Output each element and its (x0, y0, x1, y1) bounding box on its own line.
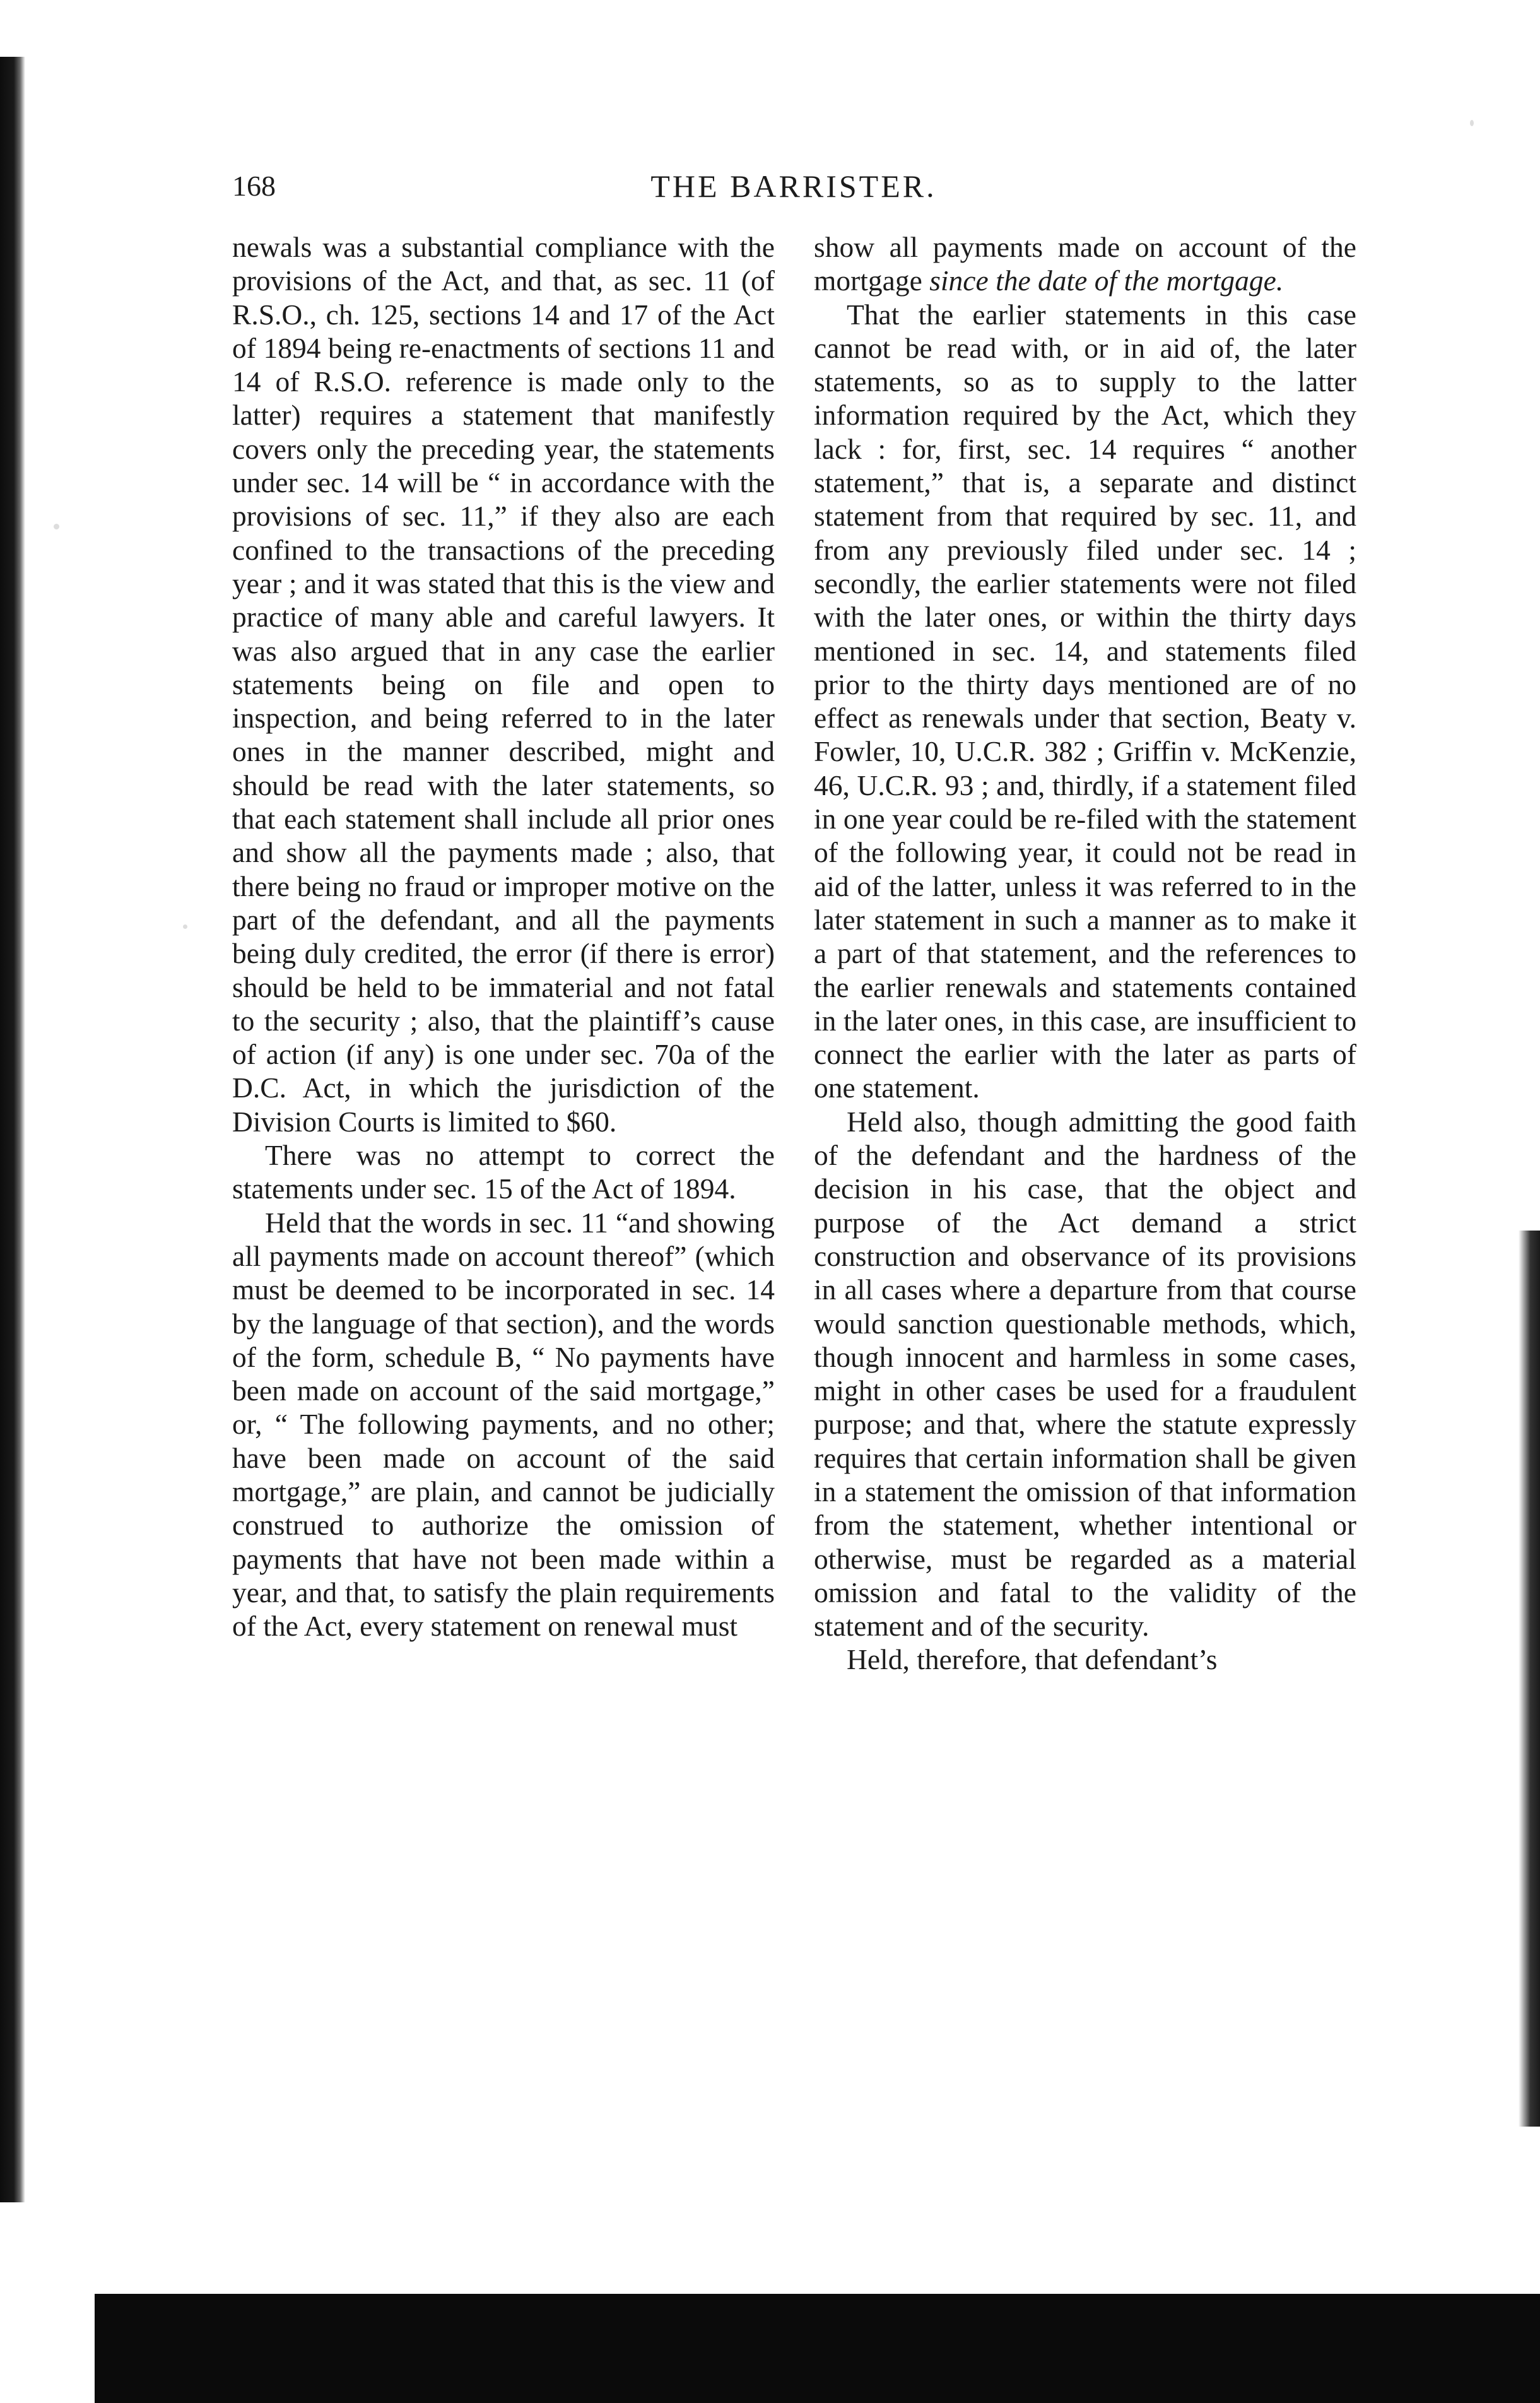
scan-edge-right (1519, 1231, 1540, 2127)
left-paragraph-2: There was no attempt to correct the statements under sec. 15 of the Act of 1894. (232, 1139, 775, 1205)
right-paragraph-4: Held, therefore, that defendant’s (847, 1643, 1218, 1676)
right-paragraph-2: That the earlier statements in this case cannot be read with, or in aid of, the later statements, so as to supply to the latter information required by the Act, which they lack : for, first, sec. 14 requires “ another statement,” that is, a separate and distinct statement from that required by sec. 11, and from any previously filed under sec. 14 ; secondly, the earlier statements were not filed with the later ones, or within the thirty days mentioned in sec. 14, and statements filed prior to the thirty days mentioned are of no effect as renewals under that section, Beaty v. Fowler, 10, U.C.R. 382 ; Griffin v. McKenzie, 46, U.C.R. 93 ; and, thirdly, if a statement filed in one year could be re-filed with the statement of the following year, it could not be read in aid of the latter, unless it was referred to in the later statement in such a manner as to make it a part of that statement, and the references to the earlier renewals and statements contained in the later ones, in this case, are insufficient to connect the earlier with the later as parts of one statement. (814, 298, 1356, 1104)
scan-speck (1470, 120, 1474, 126)
right-column (814, 230, 1356, 1677)
right-paragraph-1-italic: since the date of the mortgage. (929, 264, 1284, 297)
right-paragraph-1-text: show all payments made on account of the mortgage (814, 231, 1356, 297)
right-paragraph-3: Held also, though admitting the good faith of the defendant and the hardness of the decision in his case, that the object and purpose of the Act demand a strict construction and observance of its provisions in all cases where a departure from that course would sanction questionable methods, which, though innocent and harmless in some cases, might in other cases be used for a fraudulent purpose; and that, where the statute expressly requires that certain information shall be given in a statement the omission of that information from the statement, whether intentional or otherwise, must be regarded as a material omission and fatal to the validity of the statement and of the security. (814, 1105, 1356, 1643)
left-paragraph-3: Held that the words in sec. 11 “and showing all payments made on account thereof” (which must be deemed to be incorporated in sec. 14 by the language of that section), and the words of the form, schedule B, “ No payments have been made on account of the said mortgage,” or, “ The following payments, and no other; have been made on account of the said mortgage,” are plain, and cannot be judicially construed to authorize the omission of payments that have not been made within a year, and that, to satisfy the plain requirements of the Act, every statement on renewal must (232, 1206, 775, 1643)
scan-edge-left (0, 57, 25, 2202)
scan-speck (183, 924, 187, 929)
scan-edge-bottom (95, 2294, 1540, 2403)
left-paragraph-1: newals was a substantial compliance with the provisions of the Act, and that, as sec. 11 (of R.S.O., ch. 125, sections 14 and 17 of the Act of 1894 being re-enactments of sections 11 and 14 of R.S.O. reference is made only to the latter) requires a statement that manifestly covers only the preceding year, the statements under sec. 14 will be “ in accordance with the provisions of sec. 11,” if they also are each confined to the transactions of the preceding year ; and it was stated that this is the view and practice of many able and careful lawyers. It was also argued that in any case the earlier statements being on file and open to inspection, and being referred to in the later ones in the manner described, might and should be read with the later statements, so that each statement shall include all prior ones and show all the payments made ; also, that there being no fraud or improper motive on the part of the defendant, and all the payments being duly credited, the error (if there is error) should be held to be immaterial and not fatal to the security ; also, that the plaintiff’s cause of action (if any) is one under sec. 70a of the D.C. Act, in which the jurisdiction of the Division Courts is limited to $60. (232, 231, 775, 1138)
running-head: THE BARRISTER. (650, 168, 937, 204)
page-header (232, 161, 1355, 211)
page-number: 168 (232, 170, 276, 202)
left-column (232, 230, 775, 1643)
right-paragraph-1 (814, 230, 1356, 298)
scan-speck (54, 524, 59, 529)
